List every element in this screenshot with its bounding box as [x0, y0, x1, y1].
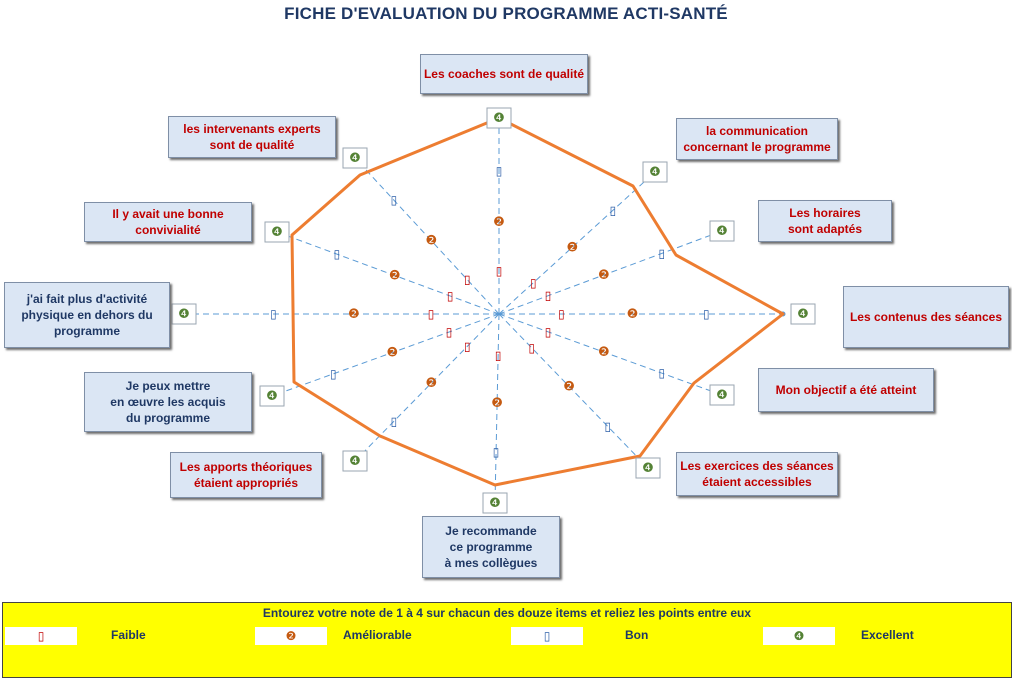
marker-faible-2: ▯ [544, 288, 552, 303]
marker-bon-7: ▯ [390, 414, 398, 429]
marker-ameliorable-4: ❷ [597, 345, 610, 361]
marker-ameliorable-3: ❷ [626, 307, 639, 322]
item-horaires: Les horaires sont adaptés [758, 200, 892, 242]
legend-marker-faible [5, 627, 77, 645]
item-communication: la communication concernant le programme [676, 118, 838, 160]
page-title: FICHE D'EVALUATION DU PROGRAMME ACTI-SANTÉ [284, 4, 728, 23]
item-intervenants: les intervenants experts sont de qualité [168, 116, 336, 158]
marker-ameliorable-0: ❷ [493, 214, 505, 230]
marker-excellent-9: ❹ [178, 307, 190, 322]
excellent-marker-icon: ❹ [793, 629, 805, 643]
item-exercices: Les exercices des séances étaient accessibles [676, 452, 838, 496]
marker-faible-11: ▯ [464, 272, 471, 287]
item-convivialite: Il y avait une bonne convivialité [84, 202, 252, 242]
marker-excellent-8: ❹ [266, 389, 278, 404]
marker-bon-10: ▯ [333, 247, 341, 262]
marker-faible-10: ▯ [446, 288, 454, 303]
marker-faible-3: ▯ [558, 307, 565, 321]
legend-label-excellent: Excellent [861, 628, 914, 642]
item-objectif: Mon objectif a été atteint [758, 368, 934, 412]
marker-faible-8: ▯ [445, 325, 453, 340]
marker-ameliorable-6: ❷ [491, 395, 503, 411]
legend-marker-excellent [763, 627, 835, 645]
marker-bon-2: ▯ [658, 246, 666, 261]
ameliorable-marker-icon: ❷ [285, 629, 297, 643]
marker-bon-11: ▯ [390, 193, 398, 208]
marker-faible-6: ▯ [494, 348, 502, 363]
marker-excellent-0: ❹ [493, 111, 505, 126]
marker-excellent-1: ❹ [649, 165, 661, 180]
marker-excellent-4: ❹ [716, 388, 728, 403]
legend-label-faible: Faible [111, 628, 146, 642]
marker-excellent-7: ❹ [349, 454, 361, 469]
marker-ameliorable-8: ❷ [386, 345, 399, 361]
item-recommande: Je recommande ce programme à mes collègues [422, 516, 560, 578]
item-coaches: Les coaches sont de qualité [420, 54, 588, 94]
marker-ameliorable-9: ❷ [347, 307, 360, 322]
legend-marker-ameliorable [255, 627, 327, 645]
marker-ameliorable-2: ❷ [597, 267, 610, 283]
marker-excellent-6: ❹ [489, 496, 501, 511]
legend-panel [2, 602, 1012, 678]
marker-bon-6: ▯ [492, 444, 500, 459]
marker-faible-4: ▯ [544, 324, 552, 339]
marker-bon-1: ▯ [609, 203, 617, 218]
legend-marker-bon [511, 627, 583, 645]
item-contenus: Les contenus des séances [843, 286, 1009, 348]
legend-label-ameliorable: Améliorable [343, 628, 412, 642]
marker-ameliorable-10: ❷ [388, 268, 401, 284]
marker-excellent-5: ❹ [642, 461, 654, 476]
marker-faible-0: ▯ [495, 263, 503, 278]
marker-ameliorable-1: ❷ [566, 240, 579, 256]
marker-excellent-3: ❹ [797, 307, 809, 322]
marker-faible-5: ▯ [528, 340, 536, 355]
spoke-2 [499, 231, 722, 314]
item-acquis: Je peux mettre en œuvre les acquis du programme [84, 372, 252, 432]
item-apports: Les apports théoriques étaient appropriés [170, 452, 322, 498]
marker-faible-9: ▯ [427, 307, 435, 321]
marker-bon-0: ▯ [495, 163, 503, 178]
marker-ameliorable-11: ❷ [425, 233, 438, 249]
rating-polygon [292, 118, 783, 485]
faible-marker-icon: ▯ [37, 629, 45, 643]
item-activite: j'ai fait plus d'activité physique en dehors du programme [4, 282, 170, 348]
legend-instruction: Entourez votre note de 1 à 4 sur chacun des douze items et reliez les points entre eux [262, 606, 752, 620]
marker-excellent-11: ❹ [349, 151, 361, 166]
bon-marker-icon: ▯ [543, 629, 551, 643]
marker-faible-1: ▯ [530, 275, 537, 290]
marker-ameliorable-7: ❷ [425, 376, 438, 392]
legend-label-bon: Bon [625, 628, 649, 642]
marker-bon-3: ▯ [703, 307, 710, 321]
marker-faible-7: ▯ [464, 339, 471, 354]
marker-excellent-2: ❹ [716, 224, 728, 239]
marker-ameliorable-5: ❷ [563, 379, 575, 395]
marker-bon-4: ▯ [658, 366, 666, 381]
marker-bon-9: ▯ [270, 307, 277, 321]
marker-bon-5: ▯ [604, 419, 612, 434]
marker-excellent-10: ❹ [271, 225, 283, 240]
marker-bon-8: ▯ [329, 366, 337, 381]
